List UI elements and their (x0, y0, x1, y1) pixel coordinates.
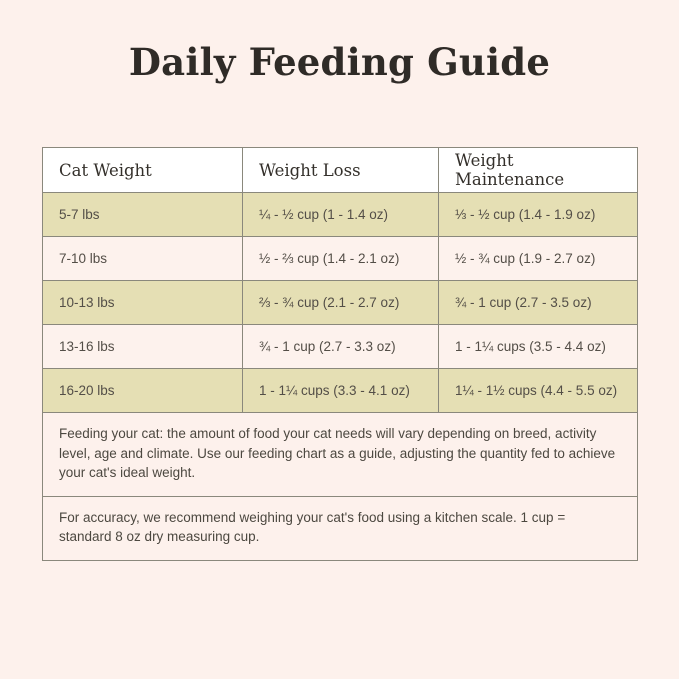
cell-weight-maintenance: 1 - 1¼ cups (3.5 - 4.4 oz) (439, 325, 638, 369)
note-accuracy-advice: For accuracy, we recommend weighing your cat's food using a kitchen scale. 1 cup = standard 8 oz dry measuring cup. (43, 496, 638, 560)
cell-weight-loss: ¾ - 1 cup (2.7 - 3.3 oz) (243, 325, 439, 369)
header-weight-maintenance: Weight Maintenance (439, 148, 638, 193)
cell-weight-loss: ½ - ⅔ cup (1.4 - 2.1 oz) (243, 237, 439, 281)
cell-weight: 7-10 lbs (43, 237, 243, 281)
cell-weight-loss: ¼ - ½ cup (1 - 1.4 oz) (243, 193, 439, 237)
cell-weight: 13-16 lbs (43, 325, 243, 369)
note-feeding-advice: Feeding your cat: the amount of food your cat needs will vary depending on breed, activity level, age and climate. Use our feeding chart as a guide, adjusting the quantity fed to achieve your cat's ideal weight. (43, 413, 638, 497)
cell-weight: 16-20 lbs (43, 369, 243, 413)
table-row (43, 281, 638, 325)
feeding-guide-table (42, 147, 638, 561)
table-row (43, 237, 638, 281)
cell-weight: 5-7 lbs (43, 193, 243, 237)
header-cat-weight: Cat Weight (43, 148, 243, 193)
cell-weight-maintenance: ⅓ - ½ cup (1.4 - 1.9 oz) (439, 193, 638, 237)
page-title: Daily Feeding Guide (128, 40, 551, 84)
note-row (43, 413, 638, 497)
header-weight-loss: Weight Loss (243, 148, 439, 193)
note-row (43, 496, 638, 560)
table-row (43, 369, 638, 413)
table-header-row (43, 148, 638, 193)
table-row (43, 193, 638, 237)
cell-weight-maintenance: ¾ - 1 cup (2.7 - 3.5 oz) (439, 281, 638, 325)
cell-weight-loss: 1 - 1¼ cups (3.3 - 4.1 oz) (243, 369, 439, 413)
cell-weight-maintenance: 1¼ - 1½ cups (4.4 - 5.5 oz) (439, 369, 638, 413)
cell-weight-maintenance: ½ - ¾ cup (1.9 - 2.7 oz) (439, 237, 638, 281)
cell-weight: 10-13 lbs (43, 281, 243, 325)
cell-weight-loss: ⅔ - ¾ cup (2.1 - 2.7 oz) (243, 281, 439, 325)
table-row (43, 325, 638, 369)
